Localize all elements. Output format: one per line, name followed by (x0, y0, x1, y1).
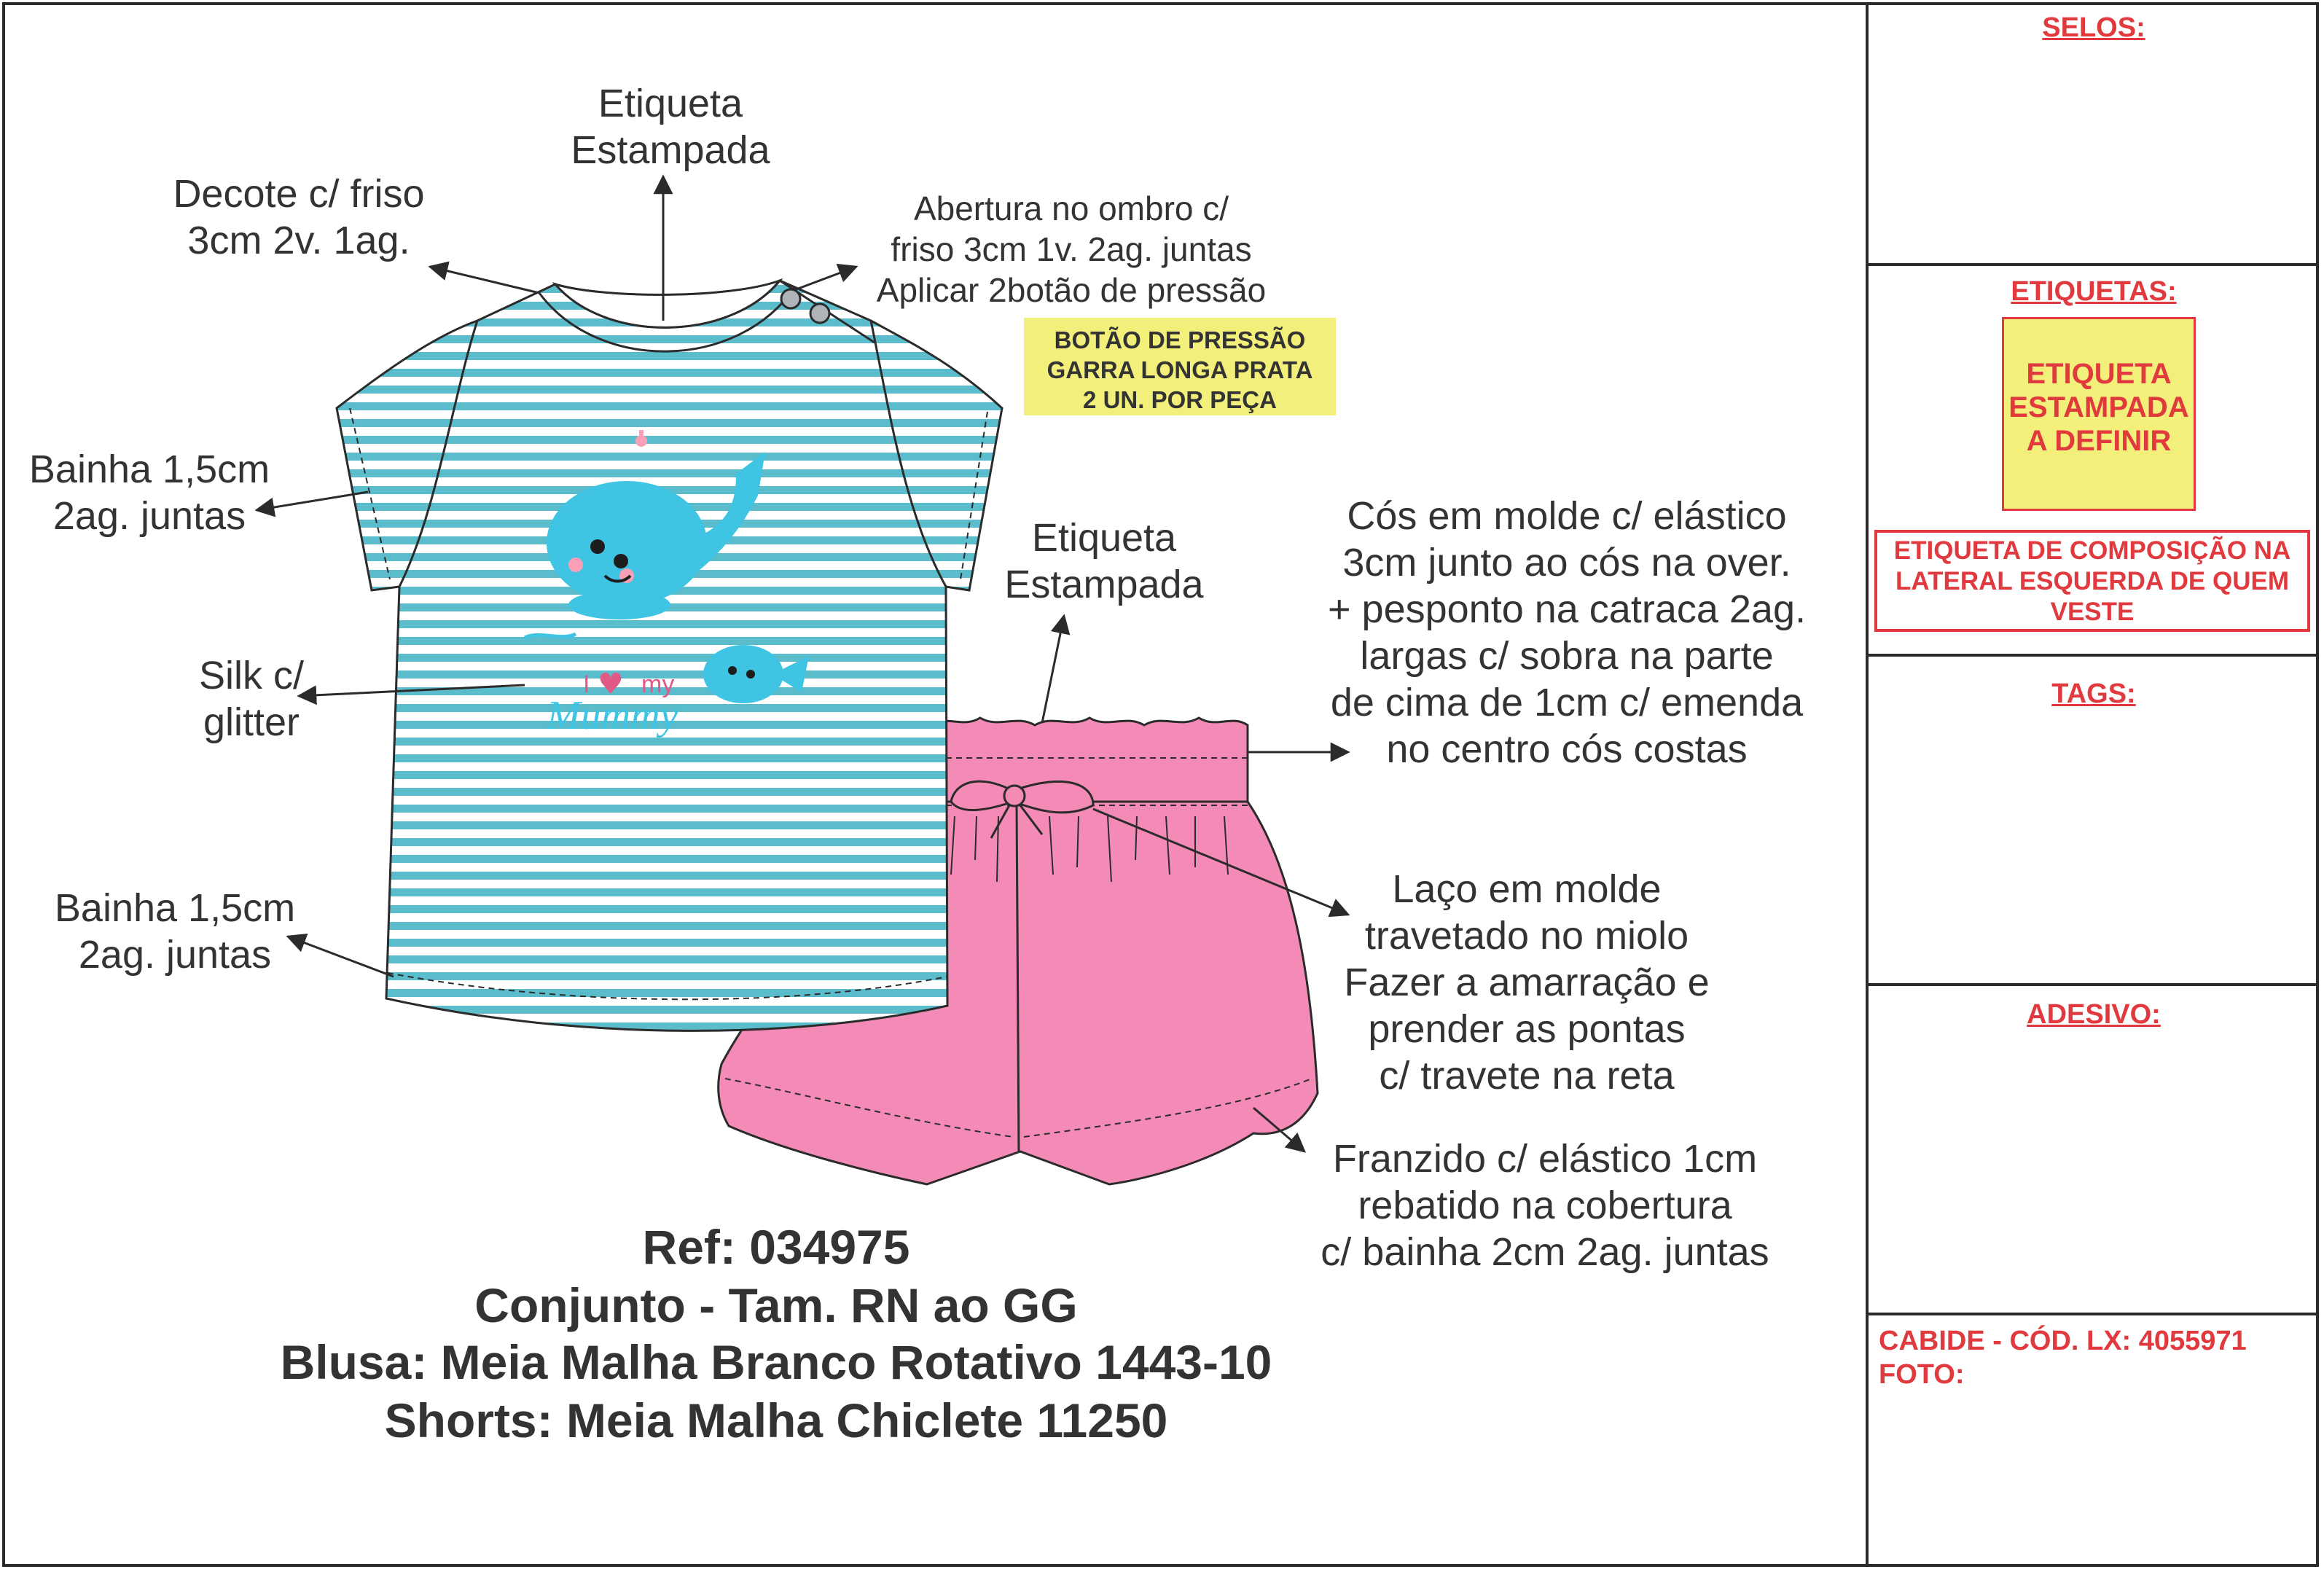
label-abertura: Abertura no ombro c/ friso 3cm 1v. 2ag. juntas Aplicar 2botão de pressão (876, 189, 1267, 309)
ref-number: Ref: 034975 (642, 1220, 910, 1274)
print-line2: Mummy (547, 693, 678, 738)
ref-conjunto: Conjunto - Tam. RN ao GG (474, 1278, 1078, 1332)
etiqueta-estampada-box: ETIQUETA ESTAMPADA A DEFINIR (2002, 317, 2196, 511)
ref-shorts: Shorts: Meia Malha Chiclete 11250 (384, 1393, 1168, 1447)
section-selos (1869, 2, 2319, 266)
tshirt-drawing (337, 281, 1002, 1031)
snap-button-1 (781, 289, 800, 308)
whale-mother (547, 481, 707, 605)
label-cos: Cós em molde c/ elástico 3cm junto ao cós na over. + pesponto na catraca 2ag. largas c/ sobra na parte de cima de 1cm c/ emenda no centro cós costas (1328, 494, 1806, 771)
print-heart: ♥ (598, 668, 624, 701)
label-silk: Silk c/ glitter (198, 654, 305, 744)
print-line1: I (583, 670, 590, 698)
ref-blusa: Blusa: Meia Malha Branco Rotativo 1443-10 (280, 1335, 1272, 1389)
bow-knot (1004, 786, 1025, 806)
cabide-code: CABIDE - CÓD. LX: 4055971 (1879, 1326, 2247, 1356)
label-franzido: Franzido c/ elástico 1cm rebatido na cobertura c/ bainha 2cm 2ag. juntas (1321, 1137, 1769, 1274)
section-tags (1869, 657, 2319, 986)
print-line1b: my (641, 670, 675, 698)
spec-sidebar (1866, 2, 2319, 1567)
whale-baby (703, 645, 783, 703)
section-cabide (1869, 1315, 2319, 1567)
selos-title: SELOS: (2042, 12, 2145, 43)
foto-label: FOTO: (1879, 1359, 1965, 1390)
label-bainha-manga: Bainha 1,5cm 2ag. juntas (28, 447, 270, 538)
section-etiquetas (1869, 266, 2319, 657)
snap-button-2 (810, 304, 829, 323)
section-adesivo (1869, 986, 2319, 1315)
label-decote: Decote c/ friso 3cm 2v. 1ag. (173, 172, 425, 262)
adesivo-title: ADESIVO: (2027, 999, 2161, 1030)
label-etiqueta-top: Etiqueta Estampada (571, 82, 770, 172)
label-etiqueta-shorts: Etiqueta Estampada (1004, 516, 1204, 606)
label-laco: Laço em molde travetado no miolo Fazer a amarração e prender as pontas c/ travete na reta (1344, 867, 1710, 1098)
label-bainha-barra: Bainha 1,5cm 2ag. juntas (54, 886, 296, 977)
note-botao-pressao: BOTÃO DE PRESSÃO GARRA LONGA PRATA 2 UN. POR PEÇA (1024, 318, 1336, 415)
etiquetas-title: ETIQUETAS: (2011, 276, 2177, 307)
composicao-note: ETIQUETA DE COMPOSIÇÃO NA LATERAL ESQUERDA DE QUEM VESTE (1874, 530, 2310, 632)
tags-title: TAGS: (2051, 679, 2136, 709)
